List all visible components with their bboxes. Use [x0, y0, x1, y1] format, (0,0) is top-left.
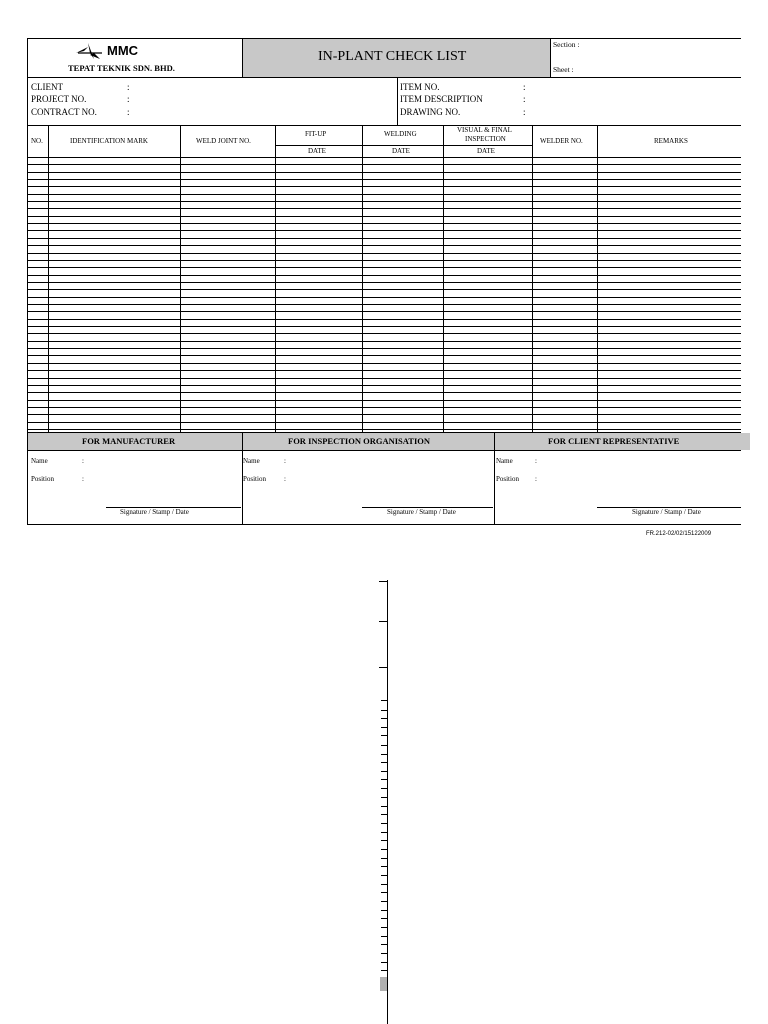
ruler-tick [379, 621, 387, 622]
table-row [27, 304, 741, 305]
ruler-tick [381, 901, 387, 902]
ruler-tick [381, 788, 387, 789]
ruler-tick [381, 832, 387, 833]
manufacturer-position-label: Position [31, 475, 54, 483]
table-column-divider [597, 125, 598, 432]
table-row [27, 238, 741, 239]
ruler-tick [381, 727, 387, 728]
manufacturer-signature-label: Signature / Stamp / Date [120, 508, 189, 516]
for-client-heading: FOR CLIENT REPRESENTATIVE [548, 436, 680, 446]
client-position-colon: : [535, 475, 537, 483]
visual-date-header: DATE [477, 147, 495, 155]
table-row [27, 267, 741, 268]
table-row [27, 311, 741, 312]
table-row [27, 216, 741, 217]
welding-date-header: DATE [392, 147, 410, 155]
table-row [27, 282, 741, 283]
ruler-tick [381, 892, 387, 893]
table-row [27, 355, 741, 356]
project-no-label: PROJECT NO. [31, 94, 87, 104]
col-weld-joint-header: WELD JOINT NO. [196, 137, 251, 145]
ruler-tick [381, 875, 387, 876]
table-column-divider [362, 125, 363, 432]
table-row [27, 348, 741, 349]
section-label: Section : [553, 40, 580, 49]
ruler-tick [381, 936, 387, 937]
ruler-tick [381, 814, 387, 815]
client-position-label: Position [496, 475, 519, 483]
ruler-tick [381, 840, 387, 841]
table-row [27, 363, 741, 364]
col-welding-header: WELDING [384, 130, 417, 138]
mmc-logo-icon [74, 41, 106, 61]
table-row [27, 186, 741, 187]
client-name-label: Name [496, 457, 513, 465]
table-row [27, 297, 741, 298]
table-row [27, 341, 741, 342]
client-signature-label: Signature / Stamp / Date [632, 508, 701, 516]
table-row [27, 179, 741, 180]
table-row [27, 326, 741, 327]
contract-no-label: CONTRACT NO. [31, 107, 97, 117]
for-manufacturer-heading: FOR MANUFACTURER [82, 436, 176, 446]
col-welder-header: WELDER NO. [540, 137, 583, 145]
table-column-divider [275, 125, 276, 432]
contract-no-colon: : [127, 107, 130, 117]
table-row [27, 422, 741, 423]
item-no-label: ITEM NO. [400, 82, 440, 92]
ruler-tick [381, 849, 387, 850]
ruler-tick [381, 806, 387, 807]
company-name: TEPAT TEKNIK SDN. BHD. [68, 63, 175, 73]
table-row [27, 208, 741, 209]
ruler-tick [381, 884, 387, 885]
ruler-tick [379, 667, 387, 668]
ruler-tick [381, 927, 387, 928]
table-row [27, 400, 741, 401]
table-column-divider [48, 125, 49, 432]
sheet-label: Sheet : [553, 65, 574, 74]
ruler-tick [381, 797, 387, 798]
col-no-header: NO. [31, 137, 43, 145]
table-row [27, 253, 741, 254]
table-row [27, 370, 741, 371]
table-row [27, 429, 741, 430]
table-row [27, 201, 741, 202]
client-colon: : [127, 82, 130, 92]
item-no-colon: : [523, 82, 526, 92]
table-row [27, 260, 741, 261]
ruler-tick [381, 710, 387, 711]
table-row [27, 385, 741, 386]
page-title: IN-PLANT CHECK LIST [318, 49, 467, 64]
table-row [27, 289, 741, 290]
ruler-tick [381, 762, 387, 763]
project-no-colon: : [127, 94, 130, 104]
fitup-date-header: DATE [308, 147, 326, 155]
inspection-signature-label: Signature / Stamp / Date [387, 508, 456, 516]
table-row [27, 245, 741, 246]
ruler-tick [381, 962, 387, 963]
form-code: FR.212-02/02/15122009 [646, 531, 712, 537]
ruler-tick [381, 700, 387, 701]
ruler-tick [381, 771, 387, 772]
client-name-colon: : [535, 457, 537, 465]
table-row [27, 407, 741, 408]
table-row [27, 230, 741, 231]
for-inspection-heading: FOR INSPECTION ORGANISATION [288, 436, 431, 446]
item-description-colon: : [523, 94, 526, 104]
ruler-tick [381, 745, 387, 746]
ruler-tick [381, 953, 387, 954]
table-row [27, 194, 741, 195]
ruler-tick [381, 970, 387, 971]
client-label: CLIENT [31, 82, 63, 92]
ruler-tick [381, 866, 387, 867]
item-description-label: ITEM DESCRIPTION [400, 94, 483, 104]
table-row [27, 414, 741, 415]
table-row [27, 378, 741, 379]
inspection-name-colon: : [284, 457, 286, 465]
drawing-no-label: DRAWING NO. [400, 107, 461, 117]
ruler-tick [381, 718, 387, 719]
col-ident-header: IDENTIFICATION MARK [70, 137, 148, 145]
col-visual-header-2: INSPECTION [465, 135, 506, 143]
col-fitup-header: FIT-UP [305, 130, 327, 138]
table-column-divider [180, 125, 181, 432]
ruler-tick [381, 910, 387, 911]
table-column-divider [443, 125, 444, 432]
ruler-tick [381, 918, 387, 919]
ruler-tick [379, 581, 387, 582]
inspection-position-label: Position [243, 475, 266, 483]
manufacturer-name-colon: : [82, 457, 84, 465]
col-visual-header-1: VISUAL & FINAL [457, 126, 512, 134]
logo-text: MMC [107, 43, 139, 58]
ruler-highlight [380, 977, 387, 991]
manufacturer-position-colon: : [82, 475, 84, 483]
table-row [27, 275, 741, 276]
ruler-tick [381, 944, 387, 945]
inspection-position-colon: : [284, 475, 286, 483]
table-row [27, 164, 741, 165]
table-row [27, 319, 741, 320]
ruler-tick [381, 754, 387, 755]
ruler-tick [381, 858, 387, 859]
table-column-divider [532, 125, 533, 432]
ruler-tick [381, 823, 387, 824]
table-row [27, 333, 741, 334]
ruler-tick [381, 735, 387, 736]
table-row [27, 172, 741, 173]
drawing-no-colon: : [523, 107, 526, 117]
table-row [27, 223, 741, 224]
manufacturer-name-label: Name [31, 457, 48, 465]
col-remarks-header: REMARKS [654, 137, 688, 145]
ruler-tick [381, 779, 387, 780]
table-row [27, 392, 741, 393]
inspection-name-label: Name [243, 457, 260, 465]
